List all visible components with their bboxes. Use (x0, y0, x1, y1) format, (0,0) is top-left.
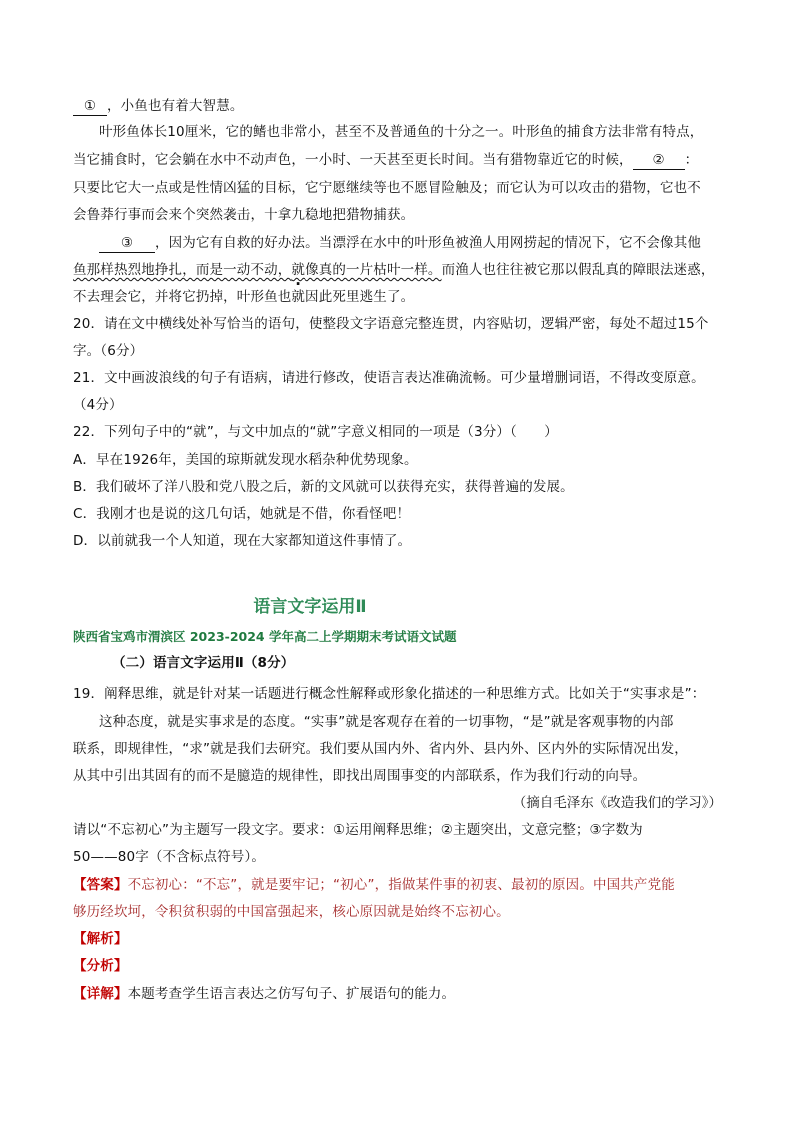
answer-text: 不忘初心：“不忘”，就是要牢记；“初心”，指做某件事的初衷、最初的原因。中国共产党能 (127, 877, 675, 893)
task-line-2: 50——80字（不含标点符号）。 (73, 849, 266, 865)
passage-line-3 (73, 150, 724, 170)
passage-text: 而渔人也往往被它那以假乱真的障眼法迷惑， (441, 262, 715, 278)
passage-text: ，小鱼也有着大智慧。 (107, 98, 244, 114)
passage-text: 当它捕食时，它会躺在水中不动声色，一小时、一天甚至更长时间。当有猎物靠近它的时候， (73, 152, 633, 168)
passage-text: ： (684, 152, 699, 168)
blank-1: ① (73, 98, 107, 116)
option-c: C．我刚才也是说的这几句话，她就是不借，你看怪吧！ (73, 506, 411, 522)
blank-2: ② (633, 152, 685, 170)
answer-line-1 (73, 875, 724, 895)
section-title: 语言文字运用Ⅱ (253, 597, 367, 617)
q19-line-3: 联系，即规律性，“求”就是我们去研究。我们要从国内外、省内外、县内外、区内外的实际情况出发， (73, 741, 688, 757)
wavy-text: 像真的一片枯叶一样。 (305, 262, 442, 278)
passage-text: ，因为它有自救的好办法。当漂浮在水中的叶形鱼被渔人用网捞起的情况下，它不会像其他 (155, 235, 701, 251)
answer-line-2: 够历经坎坷，令积贫积弱的中国富强起来，核心原因就是始终不忘初心。 (73, 904, 510, 920)
blank-3: ③ (99, 235, 155, 253)
question-20-line-1: 20．请在文中横线处补写恰当的语句，使整段文字语意完整连贯，内容贴切，逻辑严密，每处不超过15个 (73, 316, 709, 332)
passage-line-4: 只要比它大一点或是性情凶猛的目标，它宁愿继续等也不愿冒险触及；而它认为可以攻击的猎物，它也不 (73, 180, 701, 196)
q19-line-2: 这种态度，就是实事求是的态度。“实事”就是客观存在着的一切事物，“是”就是客观事物的内部 (99, 714, 674, 730)
section-subtitle: （二）语言文字运用Ⅱ（8分） (112, 655, 295, 671)
passage-line-7 (73, 260, 724, 280)
question-22: 22．下列句子中的“就”，与文中加点的“就”字意义相同的一项是（3分）（ ） (73, 424, 558, 440)
detail-tag: 【详解】 (73, 986, 128, 1002)
answer-tag: 【答案】 (73, 877, 128, 893)
detail-text: 本题考查学生语言表达之仿写句子、扩展语句的能力。 (127, 986, 456, 1002)
option-b: B．我们破坏了洋八股和党八股之后，新的文风就可以获得充实，获得普遍的发展。 (73, 479, 574, 495)
question-21-line-1: 21．文中画波浪线的句子有语病，请进行修改，使语言表达准确流畅。可少量增删词语，不得改变原意。 (73, 370, 705, 386)
passage-line-8: 不去理会它，并将它扔掉，叶形鱼也就因此死里逃生了。 (73, 289, 415, 305)
option-a: A．早在1926年，美国的琼斯就发现水稻杂种优势现象。 (73, 452, 418, 468)
passage-line-6 (99, 233, 724, 253)
passage-line-5: 会鲁莽行事而会来个突然袭击，十拿九稳地把猎物捕获。 (73, 207, 415, 223)
task-line-1: 请以“不忘初心”为主题写一段文字。要求：①运用阐释思维；②主题突出，文意完整；③字数为 (73, 822, 643, 838)
wavy-sentence (73, 262, 442, 278)
question-20-line-2: 字。（6分） (73, 343, 144, 359)
citation: （摘自毛泽东《改造我们的学习》） (512, 795, 722, 811)
question-21-line-2: （4分） (73, 397, 123, 413)
analysis-sub-tag: 【分析】 (73, 958, 128, 974)
passage-line-1 (73, 96, 724, 116)
q19-line-1: 19．阐释思维，就是针对某一话题进行概念性解释或形象化描述的一种思维方式。比如关于“实事求是”： (73, 686, 706, 702)
q19-line-4: 从其中引出其固有的而不是臆造的规律性，即找出周围事变的内部联系，作为我们行动的向导。 (73, 768, 647, 784)
passage-line-2: 叶形鱼体长10厘米，它的鳍也非常小，甚至不及普通鱼的十分之一。叶形鱼的捕食方法非常有特点， (99, 124, 704, 140)
source-line: 陕西省宝鸡市渭滨区 2023-2024 学年高二上学期期末考试语文试题 (73, 629, 457, 644)
option-d: D．以前就我一个人知道，现在大家都知道这件事情了。 (73, 533, 412, 549)
dotted-character: 就 (291, 262, 306, 278)
analysis-tag: 【解析】 (73, 931, 128, 947)
detail-line (73, 984, 724, 1004)
wavy-text: 鱼那样热烈地挣扎，而是一动不动， (73, 262, 292, 278)
